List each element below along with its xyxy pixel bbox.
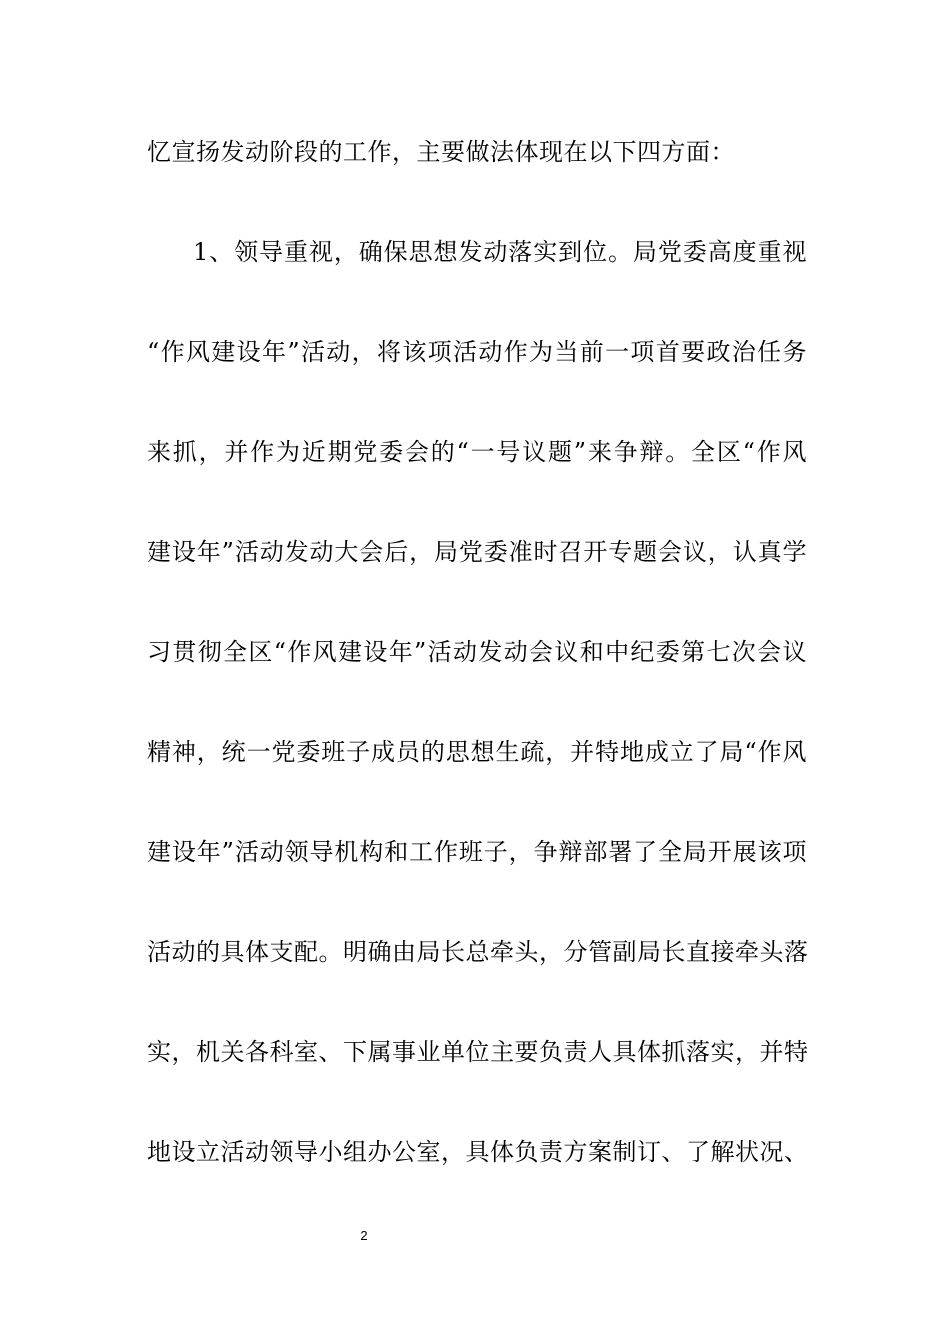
text-line-3: “作风建设年”活动，将该项活动作为当前一项首要政治任务: [147, 338, 807, 366]
text-line-8: 建设年”活动领导机构和工作班子，争辩部署了全局开展该项: [147, 838, 807, 866]
text-line-10: 实，机关各科室、下属事业单位主要负责人具体抓落实，并特: [147, 1038, 809, 1066]
text-line-5: 建设年”活动发动大会后，局党委准时召开专题会议，认真学: [147, 538, 807, 566]
text-line-1: 忆宣扬发动阶段的工作，主要做法体现在以下四方面：: [147, 138, 735, 166]
text-line-2: 1、领导重视，确保思想发动落实到位。局党委高度重视: [193, 238, 807, 266]
page-number: 2: [360, 1228, 368, 1243]
text-line-7: 精神，统一党委班子成员的思想生疏，并特地成立了局“作风: [147, 738, 807, 766]
text-line-4: 来抓，并作为近期党委会的“一号议题”来争辩。全区“作风: [147, 438, 807, 466]
text-line-9: 活动的具体支配。明确由局长总牵头，分管副局长直接牵头落: [147, 938, 809, 966]
body-text: [147, 129, 807, 1229]
text-line-6: 习贯彻全区“作风建设年”活动发动会议和中纪委第七次会议: [147, 638, 807, 666]
text-line-11: 地设立活动领导小组办公室，具体负责方案制订、了解状况、: [147, 1138, 809, 1166]
